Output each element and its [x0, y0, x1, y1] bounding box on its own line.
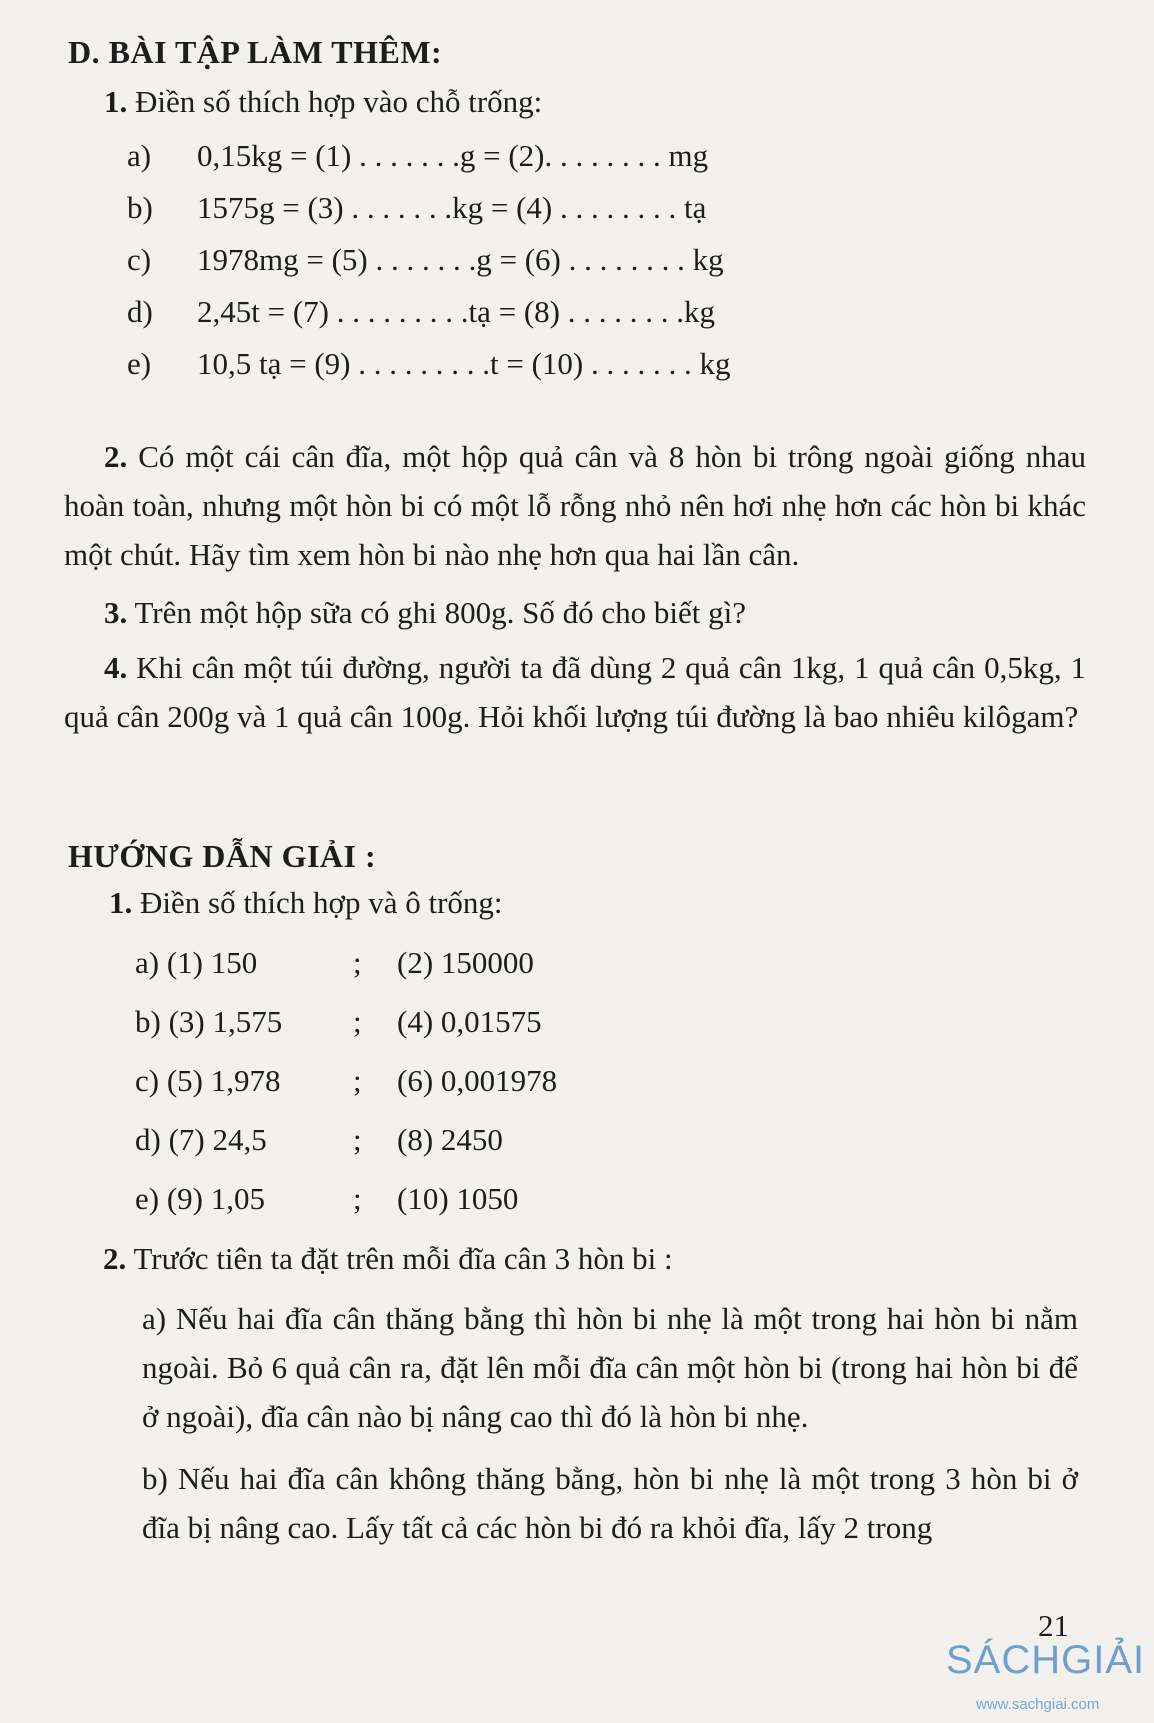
answer-right: (6) 0,001978 [397, 1063, 558, 1098]
exercise-4-number: 4. [104, 650, 128, 685]
exercise-2 [64, 432, 1086, 579]
item-expression: 1575g = (3) . . . . . . .kg = (4) . . . . . . . . tạ [197, 190, 707, 225]
watermark-brand: SÁCHGIẢI [946, 1638, 1146, 1682]
item-expression: 0,15kg = (1) . . . . . . .g = (2). . . . . . . . mg [197, 138, 709, 173]
answer-right: (8) 2450 [397, 1122, 503, 1157]
item-label: c) [127, 242, 152, 277]
exercise-3 [64, 588, 1086, 637]
answer-2-case-a: a) Nếu hai đĩa cân thăng bằng thì hòn bi nhẹ là một trong hai hòn bi nằm ngoài. Bỏ 6 quả cân ra, đặt lên mỗi đĩa cân một hòn bi (trong hai hòn bi để ở ngoài), đĩa cân nào bị nâng cao thì đó là hòn bi nhẹ. [142, 1301, 1078, 1434]
item-label: e) [127, 346, 152, 381]
answer-2-prompt [103, 1241, 673, 1277]
exercise-2-text: Có một cái cân đĩa, một hộp quả cân và 8 hòn bi trông ngoài giống nhau hoàn toàn, nhưng một hòn bi có một lỗ rỗng nhỏ nên hơi nhẹ hơn các hòn bi khác một chút. Hãy tìm xem hòn bi nào nhẹ hơn qua hai lần cân. [64, 439, 1086, 572]
answer-2-case-b: b) Nếu hai đĩa cân không thăng bằng, hòn bi nhẹ là một trong 3 hòn bi ở đĩa bị nâng cao. Lấy tất cả các hòn bi đó ra khỏi đĩa, lấy 2 trong [142, 1461, 1078, 1545]
answer-right: (10) 1050 [397, 1181, 519, 1216]
answer-left: c) (5) 1,978 [135, 1063, 281, 1098]
answer-2-text: Trước tiên ta đặt trên mỗi đĩa cân 3 hòn bi : [126, 1241, 673, 1276]
page-number: 21 [1038, 1608, 1069, 1643]
watermark-url: www.sachgiai.com [976, 1696, 1100, 1713]
item-expression: 1978mg = (5) . . . . . . .g = (6) . . . . . . . . kg [197, 242, 724, 277]
item-label: d) [127, 294, 153, 329]
section-title: D. BÀI TẬP LÀM THÊM: [68, 34, 443, 70]
exercise-1-number: 1. [104, 84, 128, 119]
answer-right: (4) 0,01575 [397, 1004, 542, 1039]
answer-1-text: Điền số thích hợp và ô trống: [132, 885, 503, 920]
item-label: a) [127, 138, 152, 173]
answer-left: a) (1) 150 [135, 945, 258, 980]
item-label: b) [127, 190, 153, 225]
sachgiai-watermark-logo [946, 1626, 1151, 1721]
exercise-3-text: Trên một hộp sữa có ghi 800g. Số đó cho biết gì? [127, 595, 746, 630]
exercise-3-number: 3. [104, 595, 128, 630]
answer-separator: ; [353, 1181, 362, 1216]
exercise-4 [64, 643, 1086, 741]
answer-left: e) (9) 1,05 [135, 1181, 265, 1216]
answer-right: (2) 150000 [397, 945, 534, 980]
exercise-1-text: Điền số thích hợp vào chỗ trống: [127, 84, 543, 119]
guide-title: HƯỚNG DẪN GIẢI : [68, 838, 377, 874]
bleed-through-text [540, 30, 1040, 74]
answer-1-prompt [109, 885, 503, 921]
answer-left: b) (3) 1,575 [135, 1004, 283, 1039]
answer-separator: ; [353, 1063, 362, 1098]
exercise-1-prompt [104, 84, 542, 120]
exercise-2-number: 2. [104, 439, 128, 474]
answer-separator: ; [353, 945, 362, 980]
answer-2-number: 2. [103, 1241, 127, 1276]
item-expression: 2,45t = (7) . . . . . . . . .tạ = (8) . . . . . . . .kg [197, 294, 715, 329]
answer-separator: ; [353, 1122, 362, 1157]
answer-left: d) (7) 24,5 [135, 1122, 267, 1157]
answer-separator: ; [353, 1004, 362, 1039]
exercise-4-text: Khi cân một túi đường, người ta đã dùng 2 quả cân 1kg, 1 quả cân 0,5kg, 1 quả cân 200g và 1 quả cân 100g. Hỏi khối lượng túi đường là bao nhiêu kilôgam? [64, 650, 1086, 734]
item-expression: 10,5 tạ = (9) . . . . . . . . .t = (10) . . . . . . . kg [197, 346, 731, 381]
answer-1-number: 1. [109, 885, 133, 920]
